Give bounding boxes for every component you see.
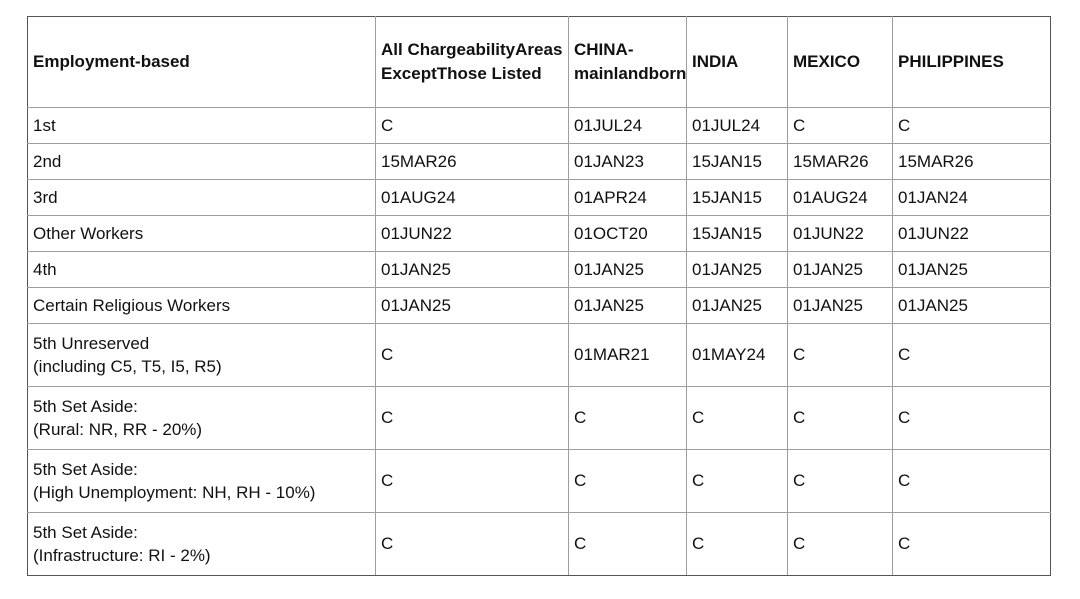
date-value: 01AUG24: [381, 188, 456, 207]
date-value: C: [898, 344, 911, 364]
date-cell: [788, 450, 893, 513]
date-cell: [376, 288, 569, 324]
table-row: [28, 180, 1051, 216]
date-value: 01JAN25: [574, 260, 644, 279]
date-value: C: [574, 533, 587, 553]
date-cell: [376, 387, 569, 450]
date-cell: [788, 324, 893, 387]
header-line: PHILIPPINES: [898, 52, 1004, 71]
table-row: [28, 387, 1051, 450]
header-line: mainland: [574, 64, 649, 83]
header-line: Areas Except: [381, 40, 563, 83]
date-cell: [376, 252, 569, 288]
table-header: [28, 17, 1051, 108]
category-cell: [28, 324, 376, 387]
date-cell: [788, 513, 893, 576]
date-value: C: [692, 533, 705, 553]
date-value: C: [793, 407, 806, 427]
header-line: INDIA: [692, 52, 739, 71]
date-cell: [788, 252, 893, 288]
date-cell: [687, 387, 788, 450]
category-cell: [28, 288, 376, 324]
table-row: [28, 288, 1051, 324]
date-value: C: [793, 344, 806, 364]
category-cell: [28, 216, 376, 252]
category-label: 5th Set Aside:: [33, 523, 138, 542]
date-cell: [376, 216, 569, 252]
date-value: C: [692, 470, 705, 490]
date-value: 01JAN25: [381, 260, 451, 279]
date-value: 01JAN24: [898, 188, 968, 207]
date-value: C: [793, 533, 806, 553]
date-value: 15JAN15: [692, 188, 762, 207]
date-value: 01MAY24: [692, 344, 766, 364]
date-value: 15MAR26: [898, 152, 974, 171]
category-cell: [28, 108, 376, 144]
date-value: C: [898, 470, 911, 490]
date-cell: [376, 180, 569, 216]
date-value: 01JUN22: [381, 224, 452, 243]
header-line: Employment-: [33, 52, 141, 71]
date-cell: [569, 144, 687, 180]
date-cell: [569, 108, 687, 144]
column-header-mexico: [788, 17, 893, 108]
date-value: 15MAR26: [793, 152, 869, 171]
date-cell: [893, 216, 1051, 252]
date-cell: [687, 144, 788, 180]
date-value: 15JAN15: [692, 152, 762, 171]
category-label: (High Unemployment: NH, RH - 10%): [33, 483, 316, 502]
date-value: 01JAN25: [793, 296, 863, 315]
date-cell: [687, 324, 788, 387]
category-label: (Rural: NR, RR - 20%): [33, 420, 203, 439]
category-cell: [28, 144, 376, 180]
date-value: 15JAN15: [692, 224, 762, 243]
date-value: 01JAN25: [692, 296, 762, 315]
date-cell: [569, 324, 687, 387]
date-value: 15MAR26: [381, 152, 457, 171]
category-label: 2nd: [33, 152, 62, 171]
date-cell: [788, 387, 893, 450]
date-value: C: [793, 470, 806, 490]
column-header-philippines: [893, 17, 1051, 108]
date-cell: [788, 144, 893, 180]
date-cell: [569, 216, 687, 252]
category-label: (Infrastructure: RI - 2%): [33, 546, 211, 565]
date-value: 01OCT20: [574, 224, 648, 243]
date-value: C: [898, 533, 911, 553]
column-header-all-chargeability: [376, 17, 569, 108]
header-line: MEXICO: [793, 52, 861, 71]
header-line: born: [648, 64, 687, 83]
date-value: 01JAN25: [793, 260, 863, 279]
date-value: C: [381, 344, 394, 364]
table-row: [28, 513, 1051, 576]
date-cell: [376, 144, 569, 180]
category-label: 5th Set Aside:: [33, 460, 138, 479]
date-value: 01JAN25: [381, 296, 451, 315]
date-cell: [893, 252, 1051, 288]
date-cell: [569, 252, 687, 288]
date-cell: [376, 450, 569, 513]
column-header-india: [687, 17, 788, 108]
date-cell: [687, 108, 788, 144]
date-cell: [893, 180, 1051, 216]
date-cell: [893, 513, 1051, 576]
date-cell: [687, 252, 788, 288]
table-row: [28, 216, 1051, 252]
date-value: 01JAN25: [574, 296, 644, 315]
date-value: C: [381, 407, 394, 427]
date-value: C: [574, 470, 587, 490]
date-cell: [788, 180, 893, 216]
date-cell: [788, 288, 893, 324]
date-cell: [893, 144, 1051, 180]
header-line: All Chargeability: [381, 40, 516, 59]
date-value: C: [898, 407, 911, 427]
date-value: C: [793, 116, 806, 135]
category-cell: [28, 252, 376, 288]
date-cell: [893, 108, 1051, 144]
category-label: 5th Unreserved: [33, 334, 150, 353]
date-value: 01AUG24: [793, 188, 868, 207]
date-cell: [687, 180, 788, 216]
date-cell: [788, 108, 893, 144]
date-cell: [687, 216, 788, 252]
date-cell: [788, 216, 893, 252]
table-row: [28, 252, 1051, 288]
category-label: Certain Religious Workers: [33, 296, 231, 315]
column-header-employment-based: [28, 17, 376, 108]
date-value: C: [381, 116, 394, 135]
category-label: 5th Set Aside:: [33, 397, 138, 416]
date-value: 01JAN25: [898, 260, 968, 279]
category-label: (including C5, T5, I5, R5): [33, 357, 222, 376]
date-value: C: [574, 407, 587, 427]
date-value: 01JUN22: [793, 224, 864, 243]
date-cell: [893, 387, 1051, 450]
date-value: C: [381, 533, 394, 553]
table-row: [28, 108, 1051, 144]
date-value: C: [692, 407, 705, 427]
date-value: C: [381, 470, 394, 490]
date-cell: [893, 324, 1051, 387]
date-cell: [893, 288, 1051, 324]
category-cell: [28, 180, 376, 216]
category-label: Other Workers: [33, 224, 144, 243]
table-body: [28, 108, 1051, 576]
date-cell: [687, 450, 788, 513]
category-cell: [28, 387, 376, 450]
date-cell: [376, 108, 569, 144]
date-cell: [569, 450, 687, 513]
table-row: [28, 450, 1051, 513]
table-row: [28, 144, 1051, 180]
date-cell: [893, 450, 1051, 513]
date-value: 01JAN25: [692, 260, 762, 279]
date-value: 01JUL24: [574, 116, 643, 135]
date-cell: [569, 288, 687, 324]
header-row: [28, 17, 1051, 108]
date-value: C: [898, 116, 911, 135]
header-line: Those Listed: [436, 64, 542, 83]
visa-bulletin-table: [27, 16, 1051, 576]
date-cell: [687, 288, 788, 324]
date-value: 01APR24: [574, 188, 647, 207]
header-line: based: [140, 52, 190, 71]
category-label: 4th: [33, 260, 57, 279]
date-cell: [376, 513, 569, 576]
date-value: 01JAN25: [898, 296, 968, 315]
category-label: 1st: [33, 116, 56, 135]
category-cell: [28, 513, 376, 576]
date-value: 01JUL24: [692, 116, 761, 135]
column-header-china: [569, 17, 687, 108]
date-cell: [569, 387, 687, 450]
date-cell: [687, 513, 788, 576]
date-cell: [569, 513, 687, 576]
category-label: 3rd: [33, 188, 58, 207]
header-line: CHINA-: [574, 40, 634, 59]
date-cell: [376, 324, 569, 387]
category-cell: [28, 450, 376, 513]
table-row: [28, 324, 1051, 387]
date-value: 01MAR21: [574, 344, 650, 364]
date-value: 01JUN22: [898, 224, 969, 243]
date-cell: [569, 180, 687, 216]
date-value: 01JAN23: [574, 152, 644, 171]
